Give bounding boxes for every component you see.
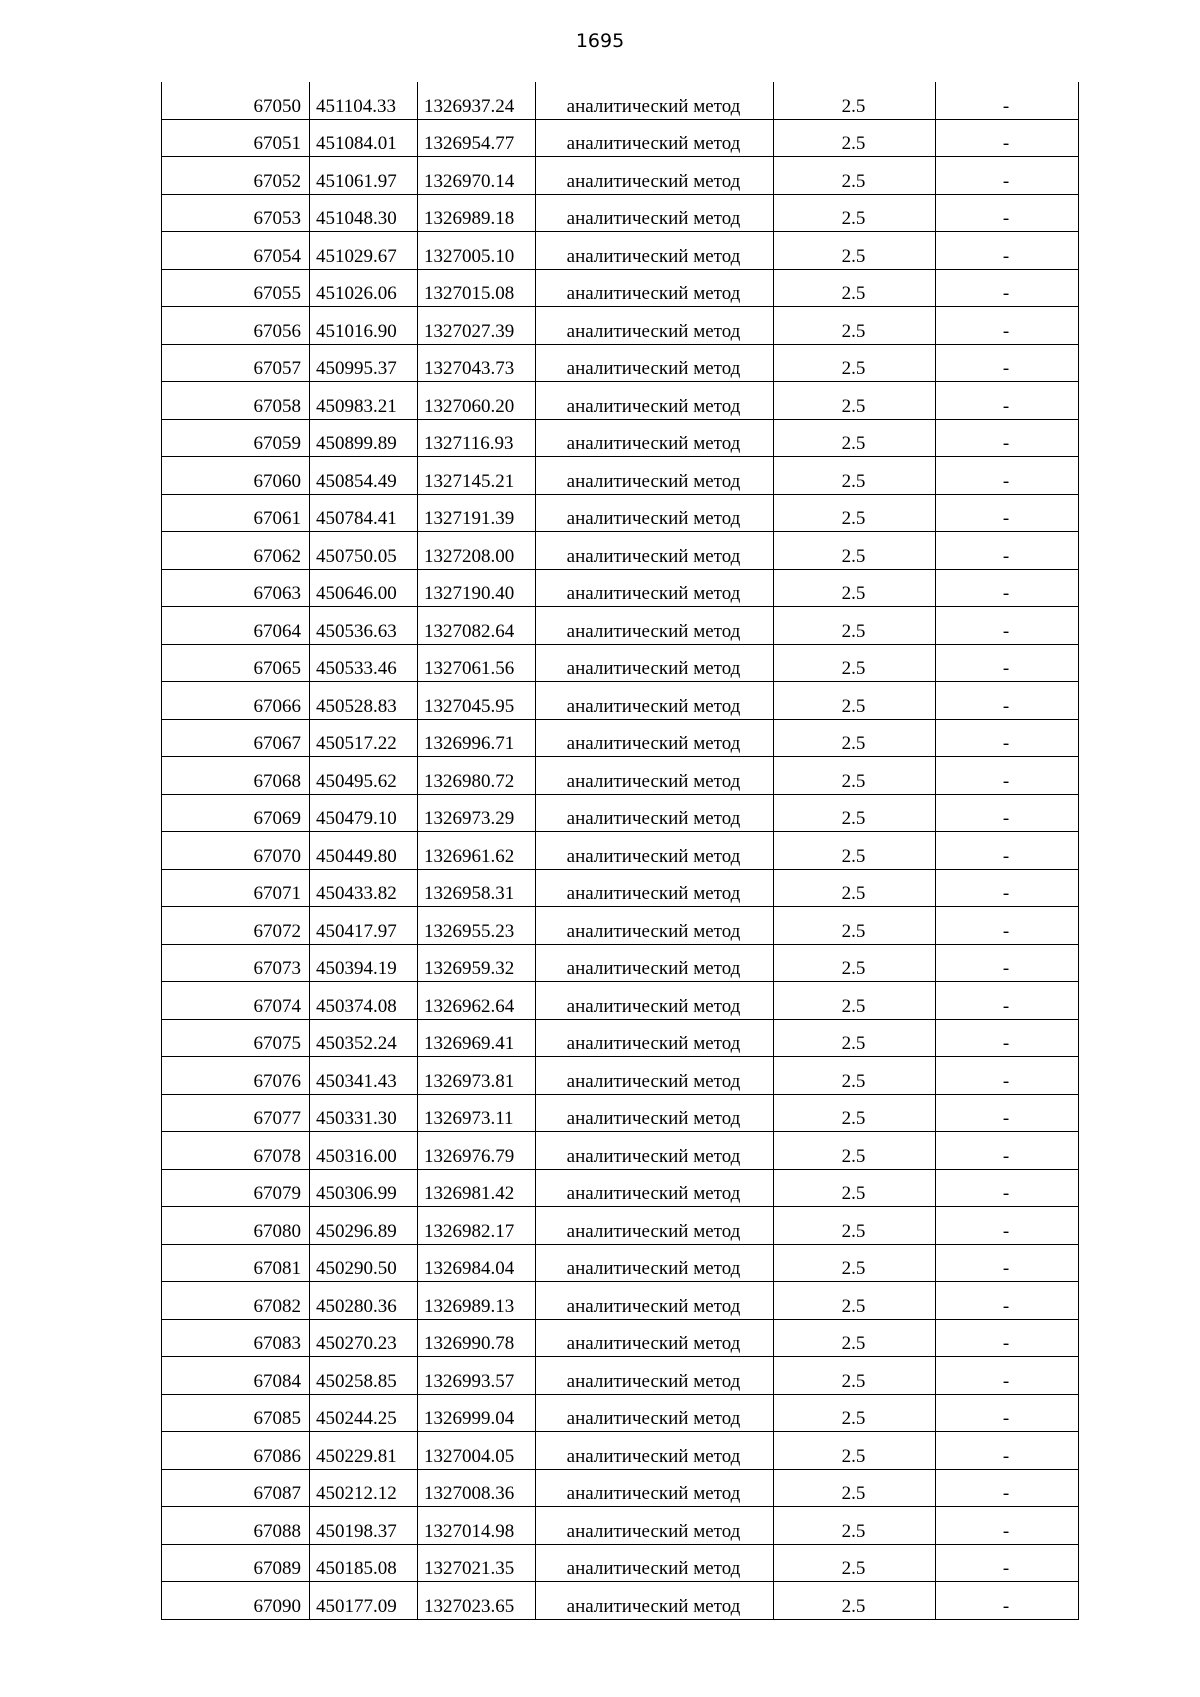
accuracy-cell: 2.5 (774, 944, 936, 982)
table-row (162, 344, 1079, 382)
table-row (162, 944, 1079, 982)
table-row (162, 1469, 1079, 1507)
accuracy-cell: 2.5 (774, 1469, 936, 1507)
point-number-cell: 67074 (162, 982, 310, 1020)
point-number-cell: 67063 (162, 569, 310, 607)
coordinates-table (161, 82, 1079, 1620)
y-coordinate-cell: 1326984.04 (418, 1244, 536, 1282)
point-number-cell: 67068 (162, 757, 310, 795)
method-cell: аналитический метод (536, 194, 774, 232)
y-coordinate-cell: 1327191.39 (418, 494, 536, 532)
method-cell: аналитический метод (536, 1544, 774, 1582)
x-coordinate-cell: 450177.09 (310, 1582, 418, 1620)
point-number-cell: 67075 (162, 1019, 310, 1057)
y-coordinate-cell: 1327045.95 (418, 682, 536, 720)
y-coordinate-cell: 1326980.72 (418, 757, 536, 795)
table-row (162, 232, 1079, 270)
point-number-cell: 67055 (162, 269, 310, 307)
point-number-cell: 67070 (162, 832, 310, 870)
point-number-cell: 67087 (162, 1469, 310, 1507)
accuracy-cell: 2.5 (774, 794, 936, 832)
note-cell: - (936, 569, 1079, 607)
y-coordinate-cell: 1327021.35 (418, 1544, 536, 1582)
accuracy-cell: 2.5 (774, 907, 936, 945)
point-number-cell: 67056 (162, 307, 310, 345)
x-coordinate-cell: 450296.89 (310, 1207, 418, 1245)
table-row (162, 607, 1079, 645)
x-coordinate-cell: 450528.83 (310, 682, 418, 720)
x-coordinate-cell: 450536.63 (310, 607, 418, 645)
note-cell: - (936, 1132, 1079, 1170)
method-cell: аналитический метод (536, 1282, 774, 1320)
x-coordinate-cell: 450331.30 (310, 1094, 418, 1132)
x-coordinate-cell: 450479.10 (310, 794, 418, 832)
accuracy-cell: 2.5 (774, 1319, 936, 1357)
table-row (162, 1019, 1079, 1057)
accuracy-cell: 2.5 (774, 494, 936, 532)
table-row (162, 1357, 1079, 1395)
table-row (162, 1282, 1079, 1320)
x-coordinate-cell: 450212.12 (310, 1469, 418, 1507)
point-number-cell: 67066 (162, 682, 310, 720)
x-coordinate-cell: 450374.08 (310, 982, 418, 1020)
note-cell: - (936, 1507, 1079, 1545)
accuracy-cell: 2.5 (774, 757, 936, 795)
method-cell: аналитический метод (536, 1357, 774, 1395)
point-number-cell: 67067 (162, 719, 310, 757)
note-cell: - (936, 82, 1079, 119)
note-cell: - (936, 344, 1079, 382)
x-coordinate-cell: 450854.49 (310, 457, 418, 495)
table-row (162, 457, 1079, 495)
table-row (162, 269, 1079, 307)
point-number-cell: 67073 (162, 944, 310, 982)
method-cell: аналитический метод (536, 1432, 774, 1470)
x-coordinate-cell: 450495.62 (310, 757, 418, 795)
table-row (162, 532, 1079, 570)
point-number-cell: 67082 (162, 1282, 310, 1320)
x-coordinate-cell: 450306.99 (310, 1169, 418, 1207)
point-number-cell: 67079 (162, 1169, 310, 1207)
accuracy-cell: 2.5 (774, 1244, 936, 1282)
table-row (162, 119, 1079, 157)
note-cell: - (936, 757, 1079, 795)
y-coordinate-cell: 1327005.10 (418, 232, 536, 270)
note-cell: - (936, 682, 1079, 720)
method-cell: аналитический метод (536, 869, 774, 907)
x-coordinate-cell: 450449.80 (310, 832, 418, 870)
method-cell: аналитический метод (536, 794, 774, 832)
x-coordinate-cell: 450394.19 (310, 944, 418, 982)
method-cell: аналитический метод (536, 419, 774, 457)
point-number-cell: 67064 (162, 607, 310, 645)
y-coordinate-cell: 1326958.31 (418, 869, 536, 907)
method-cell: аналитический метод (536, 1094, 774, 1132)
method-cell: аналитический метод (536, 269, 774, 307)
method-cell: аналитический метод (536, 607, 774, 645)
y-coordinate-cell: 1327190.40 (418, 569, 536, 607)
y-coordinate-cell: 1326993.57 (418, 1357, 536, 1395)
note-cell: - (936, 1169, 1079, 1207)
method-cell: аналитический метод (536, 1507, 774, 1545)
note-cell: - (936, 194, 1079, 232)
y-coordinate-cell: 1326961.62 (418, 832, 536, 870)
page-number: 1695 (575, 30, 625, 52)
y-coordinate-cell: 1327043.73 (418, 344, 536, 382)
accuracy-cell: 2.5 (774, 1394, 936, 1432)
table-row (162, 1207, 1079, 1245)
point-number-cell: 67086 (162, 1432, 310, 1470)
table-row (162, 1169, 1079, 1207)
accuracy-cell: 2.5 (774, 607, 936, 645)
y-coordinate-cell: 1326962.64 (418, 982, 536, 1020)
table-row (162, 719, 1079, 757)
accuracy-cell: 2.5 (774, 457, 936, 495)
note-cell: - (936, 532, 1079, 570)
y-coordinate-cell: 1327015.08 (418, 269, 536, 307)
point-number-cell: 67053 (162, 194, 310, 232)
accuracy-cell: 2.5 (774, 1432, 936, 1470)
y-coordinate-cell: 1327116.93 (418, 419, 536, 457)
method-cell: аналитический метод (536, 569, 774, 607)
accuracy-cell: 2.5 (774, 1544, 936, 1582)
point-number-cell: 67085 (162, 1394, 310, 1432)
x-coordinate-cell: 450244.25 (310, 1394, 418, 1432)
point-number-cell: 67084 (162, 1357, 310, 1395)
accuracy-cell: 2.5 (774, 1207, 936, 1245)
x-coordinate-cell: 451061.97 (310, 157, 418, 195)
point-number-cell: 67054 (162, 232, 310, 270)
accuracy-cell: 2.5 (774, 269, 936, 307)
accuracy-cell: 2.5 (774, 1507, 936, 1545)
note-cell: - (936, 1094, 1079, 1132)
table-row (162, 1132, 1079, 1170)
x-coordinate-cell: 450352.24 (310, 1019, 418, 1057)
table-row (162, 1244, 1079, 1282)
point-number-cell: 67076 (162, 1057, 310, 1095)
method-cell: аналитический метод (536, 457, 774, 495)
accuracy-cell: 2.5 (774, 1019, 936, 1057)
x-coordinate-cell: 450316.00 (310, 1132, 418, 1170)
accuracy-cell: 2.5 (774, 982, 936, 1020)
point-number-cell: 67052 (162, 157, 310, 195)
point-number-cell: 67069 (162, 794, 310, 832)
table-row (162, 644, 1079, 682)
table-row (162, 307, 1079, 345)
method-cell: аналитический метод (536, 157, 774, 195)
y-coordinate-cell: 1326973.29 (418, 794, 536, 832)
y-coordinate-cell: 1326969.41 (418, 1019, 536, 1057)
x-coordinate-cell: 450341.43 (310, 1057, 418, 1095)
table-row (162, 757, 1079, 795)
table-row (162, 869, 1079, 907)
note-cell: - (936, 607, 1079, 645)
note-cell: - (936, 644, 1079, 682)
y-coordinate-cell: 1327208.00 (418, 532, 536, 570)
accuracy-cell: 2.5 (774, 1057, 936, 1095)
accuracy-cell: 2.5 (774, 719, 936, 757)
note-cell: - (936, 1244, 1079, 1282)
accuracy-cell: 2.5 (774, 344, 936, 382)
table-row (162, 194, 1079, 232)
accuracy-cell: 2.5 (774, 644, 936, 682)
point-number-cell: 67057 (162, 344, 310, 382)
note-cell: - (936, 1469, 1079, 1507)
table-row (162, 382, 1079, 420)
table-row (162, 1319, 1079, 1357)
point-number-cell: 67088 (162, 1507, 310, 1545)
point-number-cell: 67090 (162, 1582, 310, 1620)
y-coordinate-cell: 1327145.21 (418, 457, 536, 495)
y-coordinate-cell: 1327061.56 (418, 644, 536, 682)
table-row (162, 569, 1079, 607)
note-cell: - (936, 832, 1079, 870)
method-cell: аналитический метод (536, 1169, 774, 1207)
x-coordinate-cell: 450995.37 (310, 344, 418, 382)
accuracy-cell: 2.5 (774, 194, 936, 232)
point-number-cell: 67061 (162, 494, 310, 532)
note-cell: - (936, 157, 1079, 195)
x-coordinate-cell: 450417.97 (310, 907, 418, 945)
table-row (162, 1432, 1079, 1470)
method-cell: аналитический метод (536, 757, 774, 795)
note-cell: - (936, 1019, 1079, 1057)
x-coordinate-cell: 450784.41 (310, 494, 418, 532)
x-coordinate-cell: 450750.05 (310, 532, 418, 570)
point-number-cell: 67062 (162, 532, 310, 570)
method-cell: аналитический метод (536, 1132, 774, 1170)
note-cell: - (936, 1432, 1079, 1470)
x-coordinate-cell: 451048.30 (310, 194, 418, 232)
method-cell: аналитический метод (536, 494, 774, 532)
x-coordinate-cell: 450646.00 (310, 569, 418, 607)
note-cell: - (936, 1057, 1079, 1095)
method-cell: аналитический метод (536, 1319, 774, 1357)
table-row (162, 794, 1079, 832)
point-number-cell: 67058 (162, 382, 310, 420)
x-coordinate-cell: 451084.01 (310, 119, 418, 157)
accuracy-cell: 2.5 (774, 1582, 936, 1620)
y-coordinate-cell: 1327082.64 (418, 607, 536, 645)
note-cell: - (936, 794, 1079, 832)
x-coordinate-cell: 450198.37 (310, 1507, 418, 1545)
x-coordinate-cell: 450185.08 (310, 1544, 418, 1582)
accuracy-cell: 2.5 (774, 82, 936, 119)
x-coordinate-cell: 450280.36 (310, 1282, 418, 1320)
point-number-cell: 67083 (162, 1319, 310, 1357)
accuracy-cell: 2.5 (774, 1169, 936, 1207)
point-number-cell: 67060 (162, 457, 310, 495)
note-cell: - (936, 1544, 1079, 1582)
y-coordinate-cell: 1326999.04 (418, 1394, 536, 1432)
point-number-cell: 67051 (162, 119, 310, 157)
table-row (162, 157, 1079, 195)
note-cell: - (936, 907, 1079, 945)
accuracy-cell: 2.5 (774, 869, 936, 907)
method-cell: аналитический метод (536, 1244, 774, 1282)
note-cell: - (936, 869, 1079, 907)
y-coordinate-cell: 1326973.81 (418, 1057, 536, 1095)
table-row (162, 1544, 1079, 1582)
note-cell: - (936, 119, 1079, 157)
y-coordinate-cell: 1327014.98 (418, 1507, 536, 1545)
x-coordinate-cell: 450983.21 (310, 382, 418, 420)
x-coordinate-cell: 451104.33 (310, 82, 418, 119)
accuracy-cell: 2.5 (774, 307, 936, 345)
accuracy-cell: 2.5 (774, 832, 936, 870)
y-coordinate-cell: 1326937.24 (418, 82, 536, 119)
note-cell: - (936, 232, 1079, 270)
table-row (162, 1094, 1079, 1132)
method-cell: аналитический метод (536, 232, 774, 270)
note-cell: - (936, 1282, 1079, 1320)
table-row (162, 419, 1079, 457)
method-cell: аналитический метод (536, 1582, 774, 1620)
method-cell: аналитический метод (536, 82, 774, 119)
accuracy-cell: 2.5 (774, 419, 936, 457)
accuracy-cell: 2.5 (774, 682, 936, 720)
y-coordinate-cell: 1326970.14 (418, 157, 536, 195)
x-coordinate-cell: 450258.85 (310, 1357, 418, 1395)
table-row (162, 907, 1079, 945)
accuracy-cell: 2.5 (774, 1357, 936, 1395)
method-cell: аналитический метод (536, 119, 774, 157)
point-number-cell: 67071 (162, 869, 310, 907)
note-cell: - (936, 1357, 1079, 1395)
table-row (162, 1057, 1079, 1095)
x-coordinate-cell: 450899.89 (310, 419, 418, 457)
note-cell: - (936, 494, 1079, 532)
x-coordinate-cell: 450229.81 (310, 1432, 418, 1470)
table-row (162, 494, 1079, 532)
x-coordinate-cell: 450517.22 (310, 719, 418, 757)
method-cell: аналитический метод (536, 1019, 774, 1057)
note-cell: - (936, 457, 1079, 495)
method-cell: аналитический метод (536, 1057, 774, 1095)
method-cell: аналитический метод (536, 1207, 774, 1245)
method-cell: аналитический метод (536, 719, 774, 757)
method-cell: аналитический метод (536, 532, 774, 570)
accuracy-cell: 2.5 (774, 569, 936, 607)
method-cell: аналитический метод (536, 344, 774, 382)
point-number-cell: 67080 (162, 1207, 310, 1245)
note-cell: - (936, 419, 1079, 457)
method-cell: аналитический метод (536, 907, 774, 945)
method-cell: аналитический метод (536, 832, 774, 870)
method-cell: аналитический метод (536, 382, 774, 420)
note-cell: - (936, 1319, 1079, 1357)
y-coordinate-cell: 1326981.42 (418, 1169, 536, 1207)
y-coordinate-cell: 1326954.77 (418, 119, 536, 157)
accuracy-cell: 2.5 (774, 157, 936, 195)
y-coordinate-cell: 1326989.18 (418, 194, 536, 232)
x-coordinate-cell: 451026.06 (310, 269, 418, 307)
x-coordinate-cell: 450270.23 (310, 1319, 418, 1357)
y-coordinate-cell: 1327023.65 (418, 1582, 536, 1620)
x-coordinate-cell: 450290.50 (310, 1244, 418, 1282)
note-cell: - (936, 307, 1079, 345)
x-coordinate-cell: 451016.90 (310, 307, 418, 345)
point-number-cell: 67050 (162, 82, 310, 119)
y-coordinate-cell: 1327008.36 (418, 1469, 536, 1507)
accuracy-cell: 2.5 (774, 532, 936, 570)
note-cell: - (936, 944, 1079, 982)
accuracy-cell: 2.5 (774, 1282, 936, 1320)
table-row (162, 682, 1079, 720)
y-coordinate-cell: 1326976.79 (418, 1132, 536, 1170)
note-cell: - (936, 269, 1079, 307)
point-number-cell: 67078 (162, 1132, 310, 1170)
method-cell: аналитический метод (536, 982, 774, 1020)
note-cell: - (936, 1582, 1079, 1620)
method-cell: аналитический метод (536, 1394, 774, 1432)
table-body (162, 82, 1079, 1619)
point-number-cell: 67065 (162, 644, 310, 682)
y-coordinate-cell: 1327004.05 (418, 1432, 536, 1470)
point-number-cell: 67072 (162, 907, 310, 945)
point-number-cell: 67077 (162, 1094, 310, 1132)
x-coordinate-cell: 450433.82 (310, 869, 418, 907)
method-cell: аналитический метод (536, 1469, 774, 1507)
x-coordinate-cell: 451029.67 (310, 232, 418, 270)
y-coordinate-cell: 1326996.71 (418, 719, 536, 757)
x-coordinate-cell: 450533.46 (310, 644, 418, 682)
table-row (162, 1394, 1079, 1432)
point-number-cell: 67059 (162, 419, 310, 457)
y-coordinate-cell: 1326959.32 (418, 944, 536, 982)
accuracy-cell: 2.5 (774, 382, 936, 420)
y-coordinate-cell: 1326973.11 (418, 1094, 536, 1132)
point-number-cell: 67089 (162, 1544, 310, 1582)
method-cell: аналитический метод (536, 644, 774, 682)
y-coordinate-cell: 1326955.23 (418, 907, 536, 945)
accuracy-cell: 2.5 (774, 1094, 936, 1132)
table-row (162, 1582, 1079, 1620)
y-coordinate-cell: 1326990.78 (418, 1319, 536, 1357)
note-cell: - (936, 1394, 1079, 1432)
table-row (162, 1507, 1079, 1545)
table-row (162, 982, 1079, 1020)
method-cell: аналитический метод (536, 682, 774, 720)
y-coordinate-cell: 1327027.39 (418, 307, 536, 345)
accuracy-cell: 2.5 (774, 119, 936, 157)
table-row (162, 82, 1079, 119)
note-cell: - (936, 719, 1079, 757)
y-coordinate-cell: 1327060.20 (418, 382, 536, 420)
method-cell: аналитический метод (536, 307, 774, 345)
note-cell: - (936, 382, 1079, 420)
table-row (162, 832, 1079, 870)
y-coordinate-cell: 1326989.13 (418, 1282, 536, 1320)
y-coordinate-cell: 1326982.17 (418, 1207, 536, 1245)
note-cell: - (936, 1207, 1079, 1245)
accuracy-cell: 2.5 (774, 232, 936, 270)
point-number-cell: 67081 (162, 1244, 310, 1282)
accuracy-cell: 2.5 (774, 1132, 936, 1170)
method-cell: аналитический метод (536, 944, 774, 982)
note-cell: - (936, 982, 1079, 1020)
